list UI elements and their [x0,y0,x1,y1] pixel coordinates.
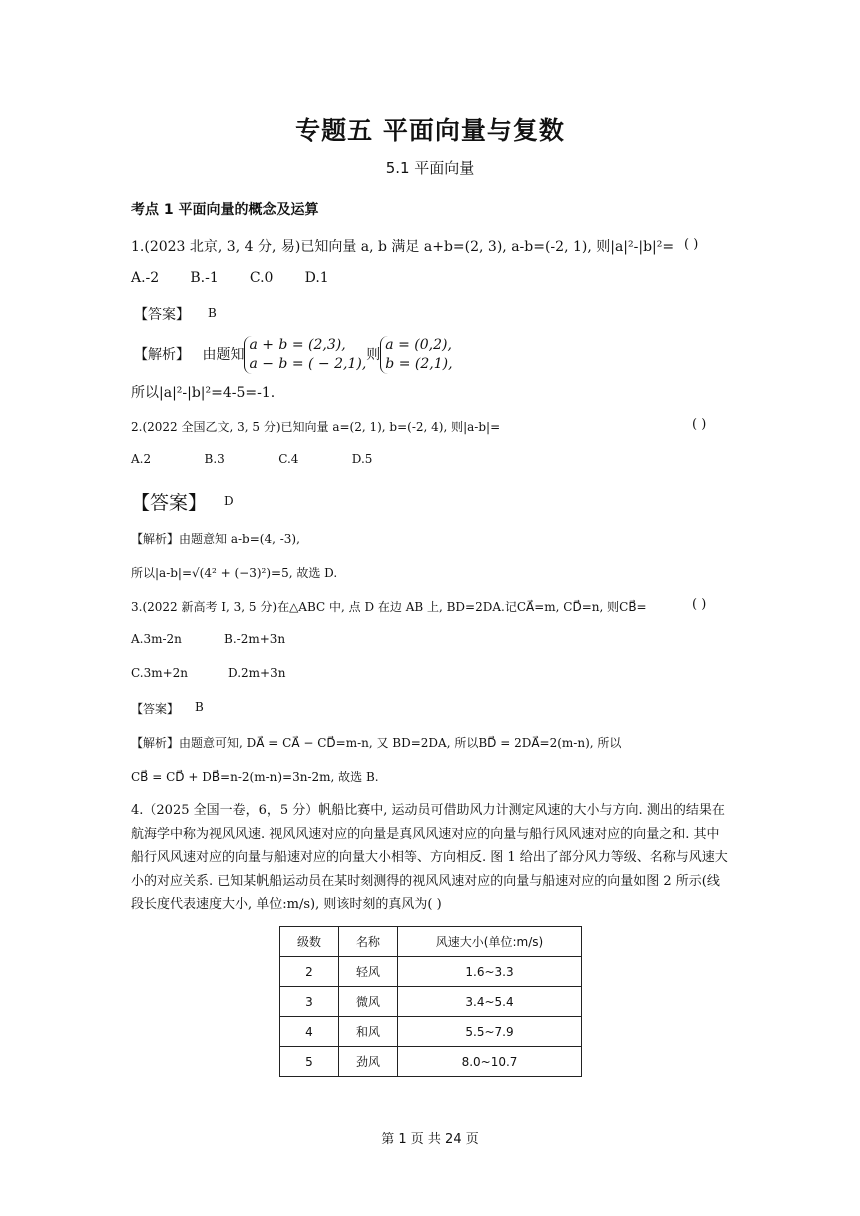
q3-stem: 3.(2022 新高考 I, 3, 5 分)在△ABC 中, 点 D 在边 AB 上, BD=2DA.记CA⃗=m, CD⃗=n, 则CB⃗= [131,600,647,614]
table-cell: 2 [280,957,339,987]
q3-answer-label: 【答案】 [131,702,180,716]
q2-paren: ( ) [692,417,707,432]
q2-conclusion: 所以|a-b|=√(4² + (−3)²)=5, 故选 D. [131,566,338,580]
table-row [280,957,582,987]
q3-conclusion: CB⃗ = CD⃗ + DB⃗=n-2(m-n)=3n-2m, 故选 B. [131,770,379,784]
table-header-row [280,927,582,957]
wind-scale-table [279,926,582,1077]
q1-then: 则 [366,347,381,363]
q2-answer-label: 【答案】 [131,492,208,514]
q1-stem: 1.(2023 北京, 3, 4 分, 易)已知向量 a, b 满足 a+b=(2, 3), a-b=(-2, 1), 则|a|²-|b|²= [131,239,675,255]
table-row [280,987,582,1017]
q2-stem: 2.(2022 全国乙文, 3, 5 分)已知向量 a=(2, 1), b=(-2, 4), 则|a-b|= [131,420,501,434]
q1-analysis [134,336,453,374]
q2-analysis: 【解析】由题意知 a-b=(4, -3), [131,532,300,546]
page-footer: 第 1 页 共 24 页 [381,1132,479,1147]
table-cell: 4 [280,1017,339,1047]
q3-option-d: D.2m+3n [228,666,286,680]
table-cell: 5 [280,1047,339,1077]
q4-paragraph: 4.（2025 全国一卷，6，5 分）帆船比赛中, 运动员可借助风力计测定风速的大小与方向. 测出的结果在航海学中称为视风风速. 视风风速对应的向量是真风风速对应的向量与船行风风速对应的向量之和. 其中船行风风速对应的向量与船速对应的向量大小相等、方向相反. 图 1 给出了部分风力等级、名称与风速大小的对应关系. 已知某帆船运动员在某时刻测得的视风风速对应的向量与船速对应的向量如图 2 所示(线段长度代表速度大小, 单位:m/s), 则该时刻的真风为( ) [131,803,728,912]
table-header: 风速大小(单位:m/s) [398,927,582,957]
table-cell: 和风 [339,1017,398,1047]
table-cell: 轻风 [339,957,398,987]
q2-options: A.2 B.3 C.4 D.5 [131,452,373,466]
table-cell: 3.4~5.4 [398,987,582,1017]
table-cell: 劲风 [339,1047,398,1077]
q1-equation-system-2 [380,336,452,374]
q1-paren: ( ) [684,237,699,252]
q1-answer-label: 【答案】 [134,307,190,323]
table-header: 级数 [280,927,339,957]
table-header: 名称 [339,927,398,957]
topic-heading: 考点 1 平面向量的概念及运算 [131,202,319,218]
q1-sys1-line2: a − b = ( − 2,1), [249,356,367,372]
q1-options: A.-2 B.-1 C.0 D.1 [131,270,329,286]
q1-answer: B [208,306,217,320]
q3-answer: B [195,700,204,714]
q1-analysis-lead: 由题知 [202,347,245,363]
page-title: 专题五 平面向量与复数 [295,116,565,145]
table-cell: 5.5~7.9 [398,1017,582,1047]
q2-answer: D [224,494,234,508]
q3-paren: ( ) [692,597,707,612]
section-subtitle: 5.1 平面向量 [385,159,475,177]
q3-option-b: B.-2m+3n [224,632,286,646]
q3-option-a: A.3m-2n [131,632,182,646]
q1-analysis-label: 【解析】 [134,347,190,363]
q3-analysis: 【解析】由题意可知, DA⃗ = CA⃗ − CD⃗=m-n, 又 BD=2DA, 所以BD⃗ = 2DA⃗=2(m-n), 所以 [131,736,622,750]
q1-conclusion: 所以|a|²-|b|²=4-5=-1. [131,385,276,401]
q3-option-c: C.3m+2n [131,666,188,680]
q1-sys2-line1: a = (0,2), [385,337,452,353]
table-cell: 8.0~10.7 [398,1047,582,1077]
table-row [280,1017,582,1047]
q1-equation-system-1 [244,336,366,374]
table-cell: 3 [280,987,339,1017]
table-cell: 微风 [339,987,398,1017]
table-cell: 1.6~3.3 [398,957,582,987]
table-row [280,1047,582,1077]
q1-sys2-line2: b = (2,1), [385,356,453,372]
q1-sys1-line1: a + b = (2,3), [249,337,346,353]
